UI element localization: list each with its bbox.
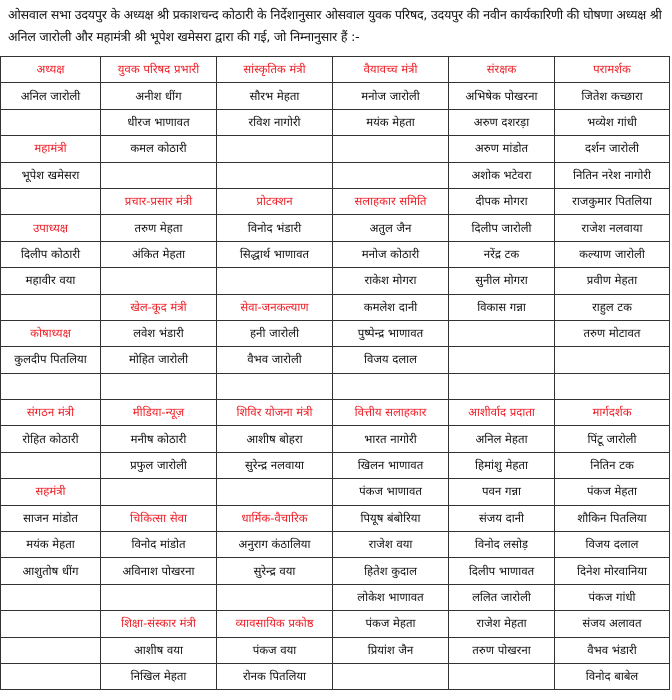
member-name-cell: मनीष कोठारी: [101, 426, 217, 452]
member-name-cell: कुलदीप पितलिया: [1, 347, 101, 373]
member-name-cell: राकेश मोगरा: [333, 268, 449, 294]
empty-cell: [449, 373, 555, 399]
member-name-cell: साजन मांडोत: [1, 505, 101, 531]
member-name-cell: प्रियांश जैन: [333, 637, 449, 663]
empty-cell: [555, 347, 670, 373]
empty-cell: [333, 136, 449, 162]
member-name-cell: दर्शन जारोली: [555, 136, 670, 162]
role-heading-cell: सांस्कृतिक मंत्री: [217, 57, 333, 83]
empty-cell: [449, 663, 555, 689]
member-name-cell: पंकज भाणावत: [333, 479, 449, 505]
role-heading-cell: व्यावसायिक प्रकोष्ठ: [217, 611, 333, 637]
member-name-cell: आशीष वया: [101, 637, 217, 663]
member-name-cell: पंकज गांधी: [555, 584, 670, 610]
member-name-cell: अनुराग कंठालिया: [217, 532, 333, 558]
table-row: [1, 426, 670, 452]
member-name-cell: वैभव जारोली: [217, 347, 333, 373]
table-row: [1, 611, 670, 637]
empty-cell: [449, 347, 555, 373]
role-heading-cell: आशीर्वाद प्रदाता: [449, 400, 555, 426]
member-name-cell: ललित जारोली: [449, 584, 555, 610]
table-row: [1, 558, 670, 584]
member-name-cell: नरेंद्र टक: [449, 241, 555, 267]
table-row: [1, 347, 670, 373]
member-name-cell: सुनील मोगरा: [449, 268, 555, 294]
member-name-cell: लोकेश भाणावत: [333, 584, 449, 610]
empty-cell: [1, 663, 101, 689]
table-row: [1, 268, 670, 294]
table-row: [1, 452, 670, 478]
member-name-cell: मयंक मेहता: [1, 532, 101, 558]
member-name-cell: अशोक भटेवरा: [449, 162, 555, 188]
member-name-cell: राहुल टक: [555, 294, 670, 320]
member-name-cell: रोनक पितलिया: [217, 663, 333, 689]
member-name-cell: अंकित मेहता: [101, 241, 217, 267]
member-name-cell: अनीश धींग: [101, 83, 217, 109]
role-heading-cell: उपाध्यक्ष: [1, 215, 101, 241]
role-heading-cell: शिविर योजना मंत्री: [217, 400, 333, 426]
member-name-cell: सौरभ मेहता: [217, 83, 333, 109]
intro-paragraph: ओसवाल सभा उदयपुर के अध्यक्ष श्री प्रकाशचन्द कोठारी के निर्देशानुसार ओसवाल युवक परिषद, उदयपुर की नवीन कार्यकारिणी की घोषणा अध्यक्ष श्री अनिल जारोली और महामंत्री श्री भूपेश खमेसरा द्वारा की गई, जो निम्नानुसार हैं :-: [8, 7, 662, 44]
table-row: [1, 241, 670, 267]
member-name-cell: हिमांशु मेहता: [449, 452, 555, 478]
empty-cell: [101, 162, 217, 188]
member-name-cell: अभिषेक पोखरना: [449, 83, 555, 109]
member-name-cell: राजकुमार पितलिया: [555, 188, 670, 214]
role-heading-cell: मीडिया-न्यूज़: [101, 400, 217, 426]
member-name-cell: लवेश भंडारी: [101, 320, 217, 346]
table-row: [1, 83, 670, 109]
empty-cell: [449, 320, 555, 346]
member-name-cell: नितिन टक: [555, 452, 670, 478]
empty-cell: [217, 479, 333, 505]
member-name-cell: विकास गन्ना: [449, 294, 555, 320]
role-heading-cell: युवक परिषद प्रभारी: [101, 57, 217, 83]
table-row: [1, 532, 670, 558]
member-name-cell: विजय दलाल: [333, 347, 449, 373]
member-name-cell: अरुण दशरड़ा: [449, 109, 555, 135]
member-name-cell: धीरज भाणावत: [101, 109, 217, 135]
member-name-cell: अरुण मांडोत: [449, 136, 555, 162]
role-heading-cell: महामंत्री: [1, 136, 101, 162]
member-name-cell: अविनाश पोखरना: [101, 558, 217, 584]
role-heading-cell: संरक्षक: [449, 57, 555, 83]
empty-cell: [101, 584, 217, 610]
member-name-cell: राजेश नलवाया: [555, 215, 670, 241]
empty-cell: [217, 373, 333, 399]
table-row: [1, 584, 670, 610]
empty-cell: [217, 584, 333, 610]
member-name-cell: निखिल मेहता: [101, 663, 217, 689]
committee-table: [0, 56, 670, 690]
empty-cell: [1, 452, 101, 478]
role-heading-cell: शिक्षा-संस्कार मंत्री: [101, 611, 217, 637]
member-name-cell: दिनेश मोरवानिया: [555, 558, 670, 584]
empty-cell: [217, 162, 333, 188]
member-name-cell: सुरेन्द्र वया: [217, 558, 333, 584]
empty-cell: [1, 637, 101, 663]
empty-cell: [1, 109, 101, 135]
member-name-cell: खिलन भाणावत: [333, 452, 449, 478]
member-name-cell: वैभव भंडारी: [555, 637, 670, 663]
member-name-cell: संजय अलावत: [555, 611, 670, 637]
role-heading-cell: अध्यक्ष: [1, 57, 101, 83]
member-name-cell: दिलीप कोठारी: [1, 241, 101, 267]
member-name-cell: भूपेश खमेसरा: [1, 162, 101, 188]
table-row: [1, 162, 670, 188]
member-name-cell: संजय दानी: [449, 505, 555, 531]
member-name-cell: सुरेन्द्र नलवाया: [217, 452, 333, 478]
table-row: [1, 320, 670, 346]
member-name-cell: विनोद लसोड़: [449, 532, 555, 558]
empty-cell: [333, 373, 449, 399]
member-name-cell: प्रफुल जारोली: [101, 452, 217, 478]
empty-cell: [333, 663, 449, 689]
role-heading-cell: परामर्शक: [555, 57, 670, 83]
member-name-cell: पंकज वया: [217, 637, 333, 663]
member-name-cell: महावीर वया: [1, 268, 101, 294]
empty-cell: [1, 373, 101, 399]
member-name-cell: तरुण पोखरना: [449, 637, 555, 663]
role-heading-cell: मार्गदर्शक: [555, 400, 670, 426]
member-name-cell: हनी जारोली: [217, 320, 333, 346]
role-heading-cell: वित्तीय सलाहकार: [333, 400, 449, 426]
member-name-cell: विनोद मांडोत: [101, 532, 217, 558]
empty-cell: [333, 162, 449, 188]
member-name-cell: आशुतोष धींग: [1, 558, 101, 584]
member-name-cell: पंकज मेहता: [333, 611, 449, 637]
empty-cell: [217, 136, 333, 162]
role-heading-cell: चिकित्सा सेवा: [101, 505, 217, 531]
member-name-cell: अनिल जारोली: [1, 83, 101, 109]
member-name-cell: विजय दलाल: [555, 532, 670, 558]
table-row: [1, 663, 670, 689]
member-name-cell: विनोद बाबेल: [555, 663, 670, 689]
member-name-cell: पिंटू जारोली: [555, 426, 670, 452]
role-heading-cell: वैयावच्च मंत्री: [333, 57, 449, 83]
empty-cell: [101, 479, 217, 505]
member-name-cell: हितेश कुदाल: [333, 558, 449, 584]
committee-table-body: [1, 57, 670, 690]
table-row: [1, 373, 670, 399]
table-row: [1, 188, 670, 214]
empty-cell: [1, 584, 101, 610]
member-name-cell: कल्याण जारोली: [555, 241, 670, 267]
table-row: [1, 215, 670, 241]
member-name-cell: राजेश मेहता: [449, 611, 555, 637]
empty-cell: [1, 294, 101, 320]
table-row: [1, 57, 670, 83]
member-name-cell: पवन गन्ना: [449, 479, 555, 505]
role-heading-cell: सलाहकार समिति: [333, 188, 449, 214]
empty-cell: [217, 268, 333, 294]
member-name-cell: प्रवीण मेहता: [555, 268, 670, 294]
table-row: [1, 136, 670, 162]
table-row: [1, 400, 670, 426]
member-name-cell: दिलीप भाणावत: [449, 558, 555, 584]
member-name-cell: अतुल जैन: [333, 215, 449, 241]
member-name-cell: तरुण मोटावत: [555, 320, 670, 346]
table-row: [1, 505, 670, 531]
table-row: [1, 479, 670, 505]
role-heading-cell: खेल-कूद मंत्री: [101, 294, 217, 320]
empty-cell: [101, 373, 217, 399]
member-name-cell: रविश नागोरी: [217, 109, 333, 135]
member-name-cell: शौकिन पितलिया: [555, 505, 670, 531]
member-name-cell: कमल कोठारी: [101, 136, 217, 162]
role-heading-cell: सेवा-जनकल्याण: [217, 294, 333, 320]
member-name-cell: रोहित कोठारी: [1, 426, 101, 452]
empty-cell: [1, 611, 101, 637]
table-row: [1, 109, 670, 135]
member-name-cell: अनिल मेहता: [449, 426, 555, 452]
member-name-cell: दिलीप जारोली: [449, 215, 555, 241]
table-row: [1, 637, 670, 663]
role-heading-cell: प्रचार-प्रसार मंत्री: [101, 188, 217, 214]
member-name-cell: मनोज कोठारी: [333, 241, 449, 267]
member-name-cell: पुष्पेन्द्र भाणावत: [333, 320, 449, 346]
member-name-cell: भव्येश गांधी: [555, 109, 670, 135]
empty-cell: [1, 188, 101, 214]
member-name-cell: पंकज मेहता: [555, 479, 670, 505]
member-name-cell: राजेश वया: [333, 532, 449, 558]
member-name-cell: पियूष बंबोरिया: [333, 505, 449, 531]
member-name-cell: सिद्धार्थ भाणावत: [217, 241, 333, 267]
table-row: [1, 294, 670, 320]
member-name-cell: विनोद भंडारी: [217, 215, 333, 241]
role-heading-cell: कोषाध्यक्ष: [1, 320, 101, 346]
empty-cell: [101, 268, 217, 294]
role-heading-cell: प्रोटक्शन: [217, 188, 333, 214]
role-heading-cell: धार्मिक-वैचारिक: [217, 505, 333, 531]
role-heading-cell: संगठन मंत्री: [1, 400, 101, 426]
member-name-cell: दीपक मोगरा: [449, 188, 555, 214]
member-name-cell: मनोज जारोली: [333, 83, 449, 109]
member-name-cell: कमलेश दानी: [333, 294, 449, 320]
member-name-cell: मयंक मेहता: [333, 109, 449, 135]
empty-cell: [555, 373, 670, 399]
member-name-cell: भारत नागोरी: [333, 426, 449, 452]
member-name-cell: मोहित जारोली: [101, 347, 217, 373]
member-name-cell: तरुण मेहता: [101, 215, 217, 241]
member-name-cell: जितेश कच्छारा: [555, 83, 670, 109]
member-name-cell: नितिन नरेश नागोरी: [555, 162, 670, 188]
role-heading-cell: सहमंत्री: [1, 479, 101, 505]
member-name-cell: आशीष बोहरा: [217, 426, 333, 452]
